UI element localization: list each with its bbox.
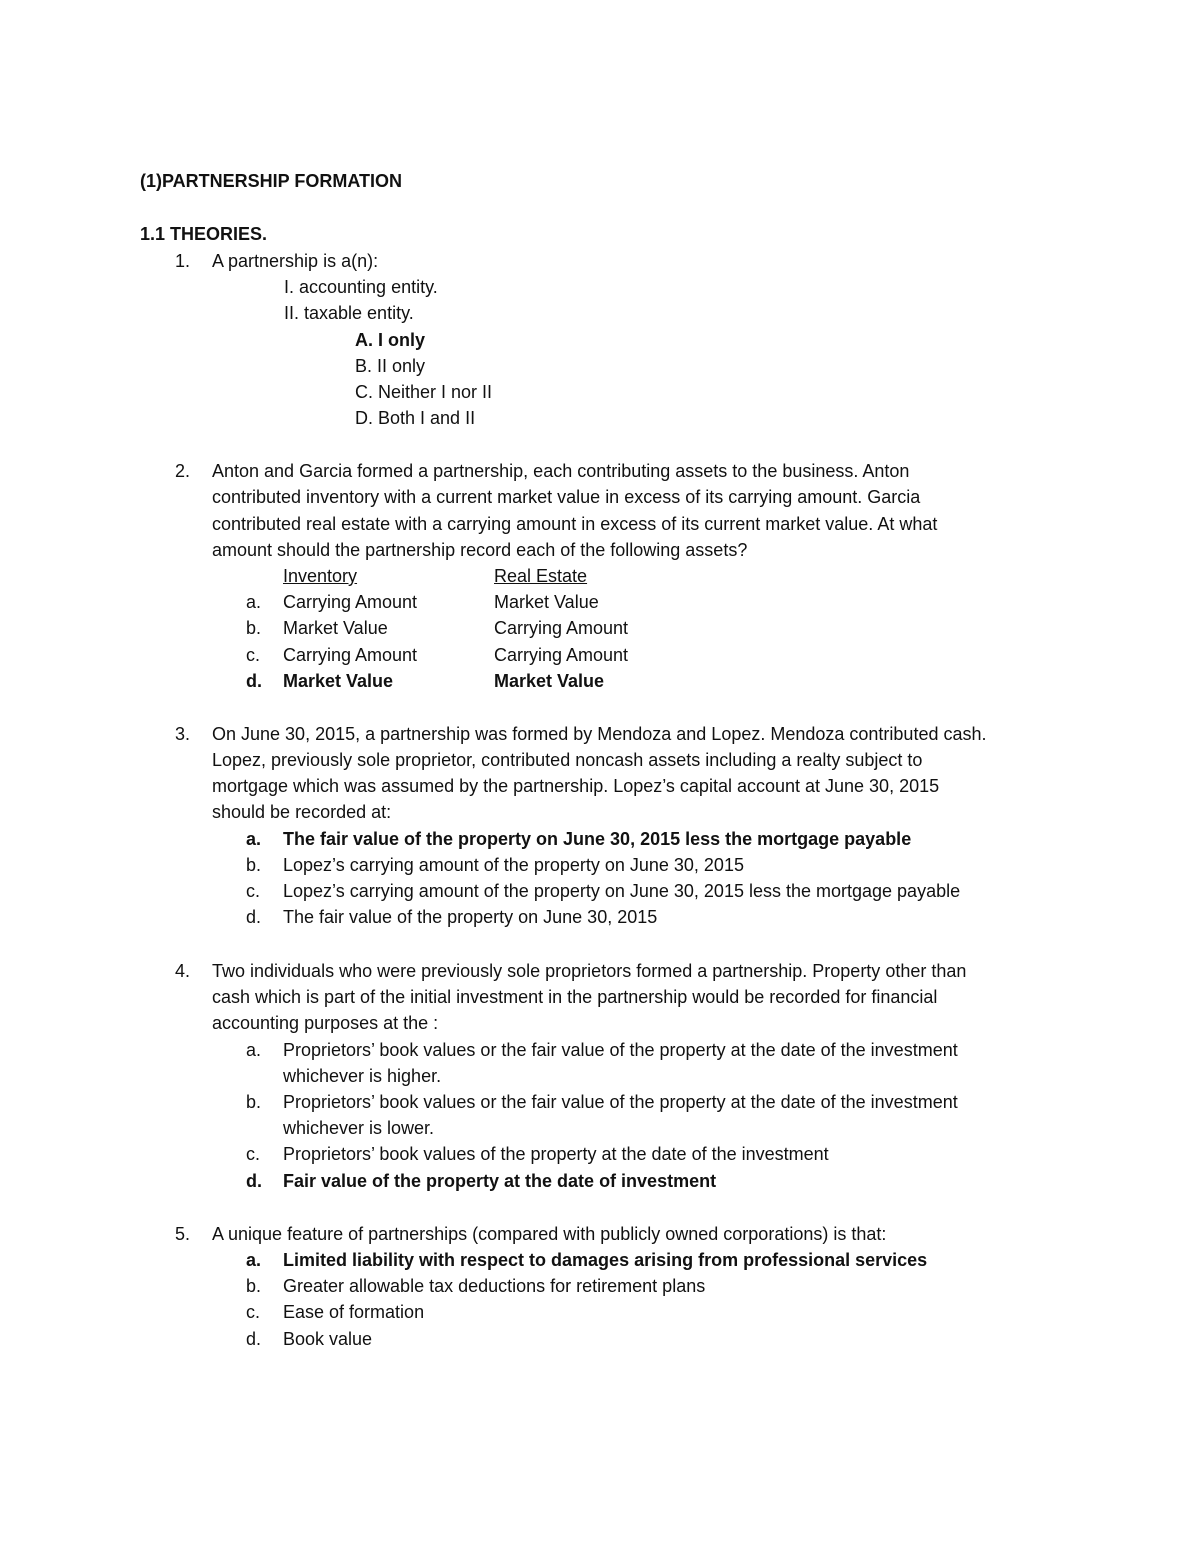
q2-row-inventory: Carrying Amount — [283, 645, 418, 665]
q2-row-inventory: Market Value — [283, 618, 388, 638]
q2-text-line: contributed real estate with a carrying amount in excess of its current market value. At what — [212, 514, 938, 534]
q3-option-letter: b. — [246, 855, 262, 875]
q3-number: 3. — [175, 724, 191, 744]
q3-option: The fair value of the property on June 30, 2015 — [283, 907, 658, 927]
section-heading: 1.1 THEORIES. — [140, 224, 268, 244]
q2-row-real-estate: Carrying Amount — [494, 618, 629, 638]
q3-option: Lopez’s carrying amount of the property on June 30, 2015 less the mortgage payable — [283, 881, 961, 901]
q4-text-line: Two individuals who were previously sole proprietors formed a partnership. Property other than — [212, 961, 967, 981]
q4-option: Proprietors’ book values or the fair value of the property at the date of the investment — [283, 1040, 958, 1060]
q2-text-line: amount should the partnership record each of the following assets? — [212, 540, 748, 560]
q5-option-answer: Limited liability with respect to damages arising from professional services — [283, 1250, 928, 1270]
q3-option-letter: a. — [246, 829, 262, 849]
q2-row-letter: a. — [246, 592, 262, 612]
q5-number: 5. — [175, 1224, 191, 1244]
q3-text-line: Lopez, previously sole proprietor, contributed noncash assets including a realty subject to — [212, 750, 923, 770]
q2-text-line: Anton and Garcia formed a partnership, each contributing assets to the business. Anton — [212, 461, 910, 481]
q3-text-line: should be recorded at: — [212, 802, 392, 822]
document-title: (1)PARTNERSHIP FORMATION — [140, 171, 403, 191]
q5-option: Greater allowable tax deductions for retirement plans — [283, 1276, 706, 1296]
q1-statement: II. taxable entity. — [284, 303, 414, 323]
q2-row-inventory-answer: Market Value — [283, 671, 394, 691]
q5-option: Ease of formation — [283, 1302, 425, 1322]
q3-option-answer: The fair value of the property on June 30, 2015 less the mortgage payable — [283, 829, 912, 849]
q5-option-letter: b. — [246, 1276, 262, 1296]
q2-header-inventory: Inventory — [283, 566, 358, 586]
q3-text-line: On June 30, 2015, a partnership was formed by Mendoza and Lopez. Mendoza contributed cash. — [212, 724, 987, 744]
q1-number: 1. — [175, 251, 191, 271]
q2-number: 2. — [175, 461, 191, 481]
q2-header-real-estate: Real Estate — [494, 566, 588, 586]
q4-option: Proprietors’ book values of the property at the date of the investment — [283, 1144, 829, 1164]
q4-text-line: accounting purposes at the : — [212, 1013, 439, 1033]
q2-row-real-estate: Carrying Amount — [494, 645, 629, 665]
q4-number: 4. — [175, 961, 191, 981]
q3-option-letter: d. — [246, 907, 262, 927]
q1-option-answer: A. I only — [355, 330, 426, 350]
q4-text-line: cash which is part of the initial investment in the partnership would be recorded for financial — [212, 987, 938, 1007]
q1-text: A partnership is a(n): — [212, 251, 379, 271]
q2-row-real-estate-answer: Market Value — [494, 671, 605, 691]
q5-option-letter: a. — [246, 1250, 262, 1270]
q1-option: D. Both I and II — [355, 408, 476, 428]
q4-option-letter: c. — [246, 1144, 261, 1164]
q2-row-inventory: Carrying Amount — [283, 592, 418, 612]
q2-row-letter: d. — [246, 671, 262, 691]
q5-option-letter: d. — [246, 1329, 262, 1349]
q1-option: B. II only — [355, 356, 426, 376]
q4-option-letter: b. — [246, 1092, 262, 1112]
q2-row-letter: b. — [246, 618, 262, 638]
q3-option: Lopez’s carrying amount of the property on June 30, 2015 — [283, 855, 744, 875]
q4-option: Proprietors’ book values or the fair value of the property at the date of the investment — [283, 1092, 958, 1112]
q3-option-letter: c. — [246, 881, 261, 901]
q4-option-letter: d. — [246, 1171, 262, 1191]
q5-text: A unique feature of partnerships (compared with publicly owned corporations) is that: — [212, 1224, 887, 1244]
q3-text-line: mortgage which was assumed by the partnership. Lopez’s capital account at June 30, 2015 — [212, 776, 940, 796]
q4-option-answer: Fair value of the property at the date of investment — [283, 1171, 717, 1191]
q4-option-letter: a. — [246, 1040, 262, 1060]
q1-statement: I. accounting entity. — [284, 277, 438, 297]
q4-option-continued: whichever is higher. — [283, 1066, 442, 1086]
q1-option: C. Neither I nor II — [355, 382, 493, 402]
q2-row-letter: c. — [246, 645, 261, 665]
q5-option-letter: c. — [246, 1302, 261, 1322]
q4-option-continued: whichever is lower. — [283, 1118, 435, 1138]
q5-option: Book value — [283, 1329, 373, 1349]
q2-text-line: contributed inventory with a current market value in excess of its carrying amount. Garcia — [212, 487, 921, 507]
q2-row-real-estate: Market Value — [494, 592, 599, 612]
